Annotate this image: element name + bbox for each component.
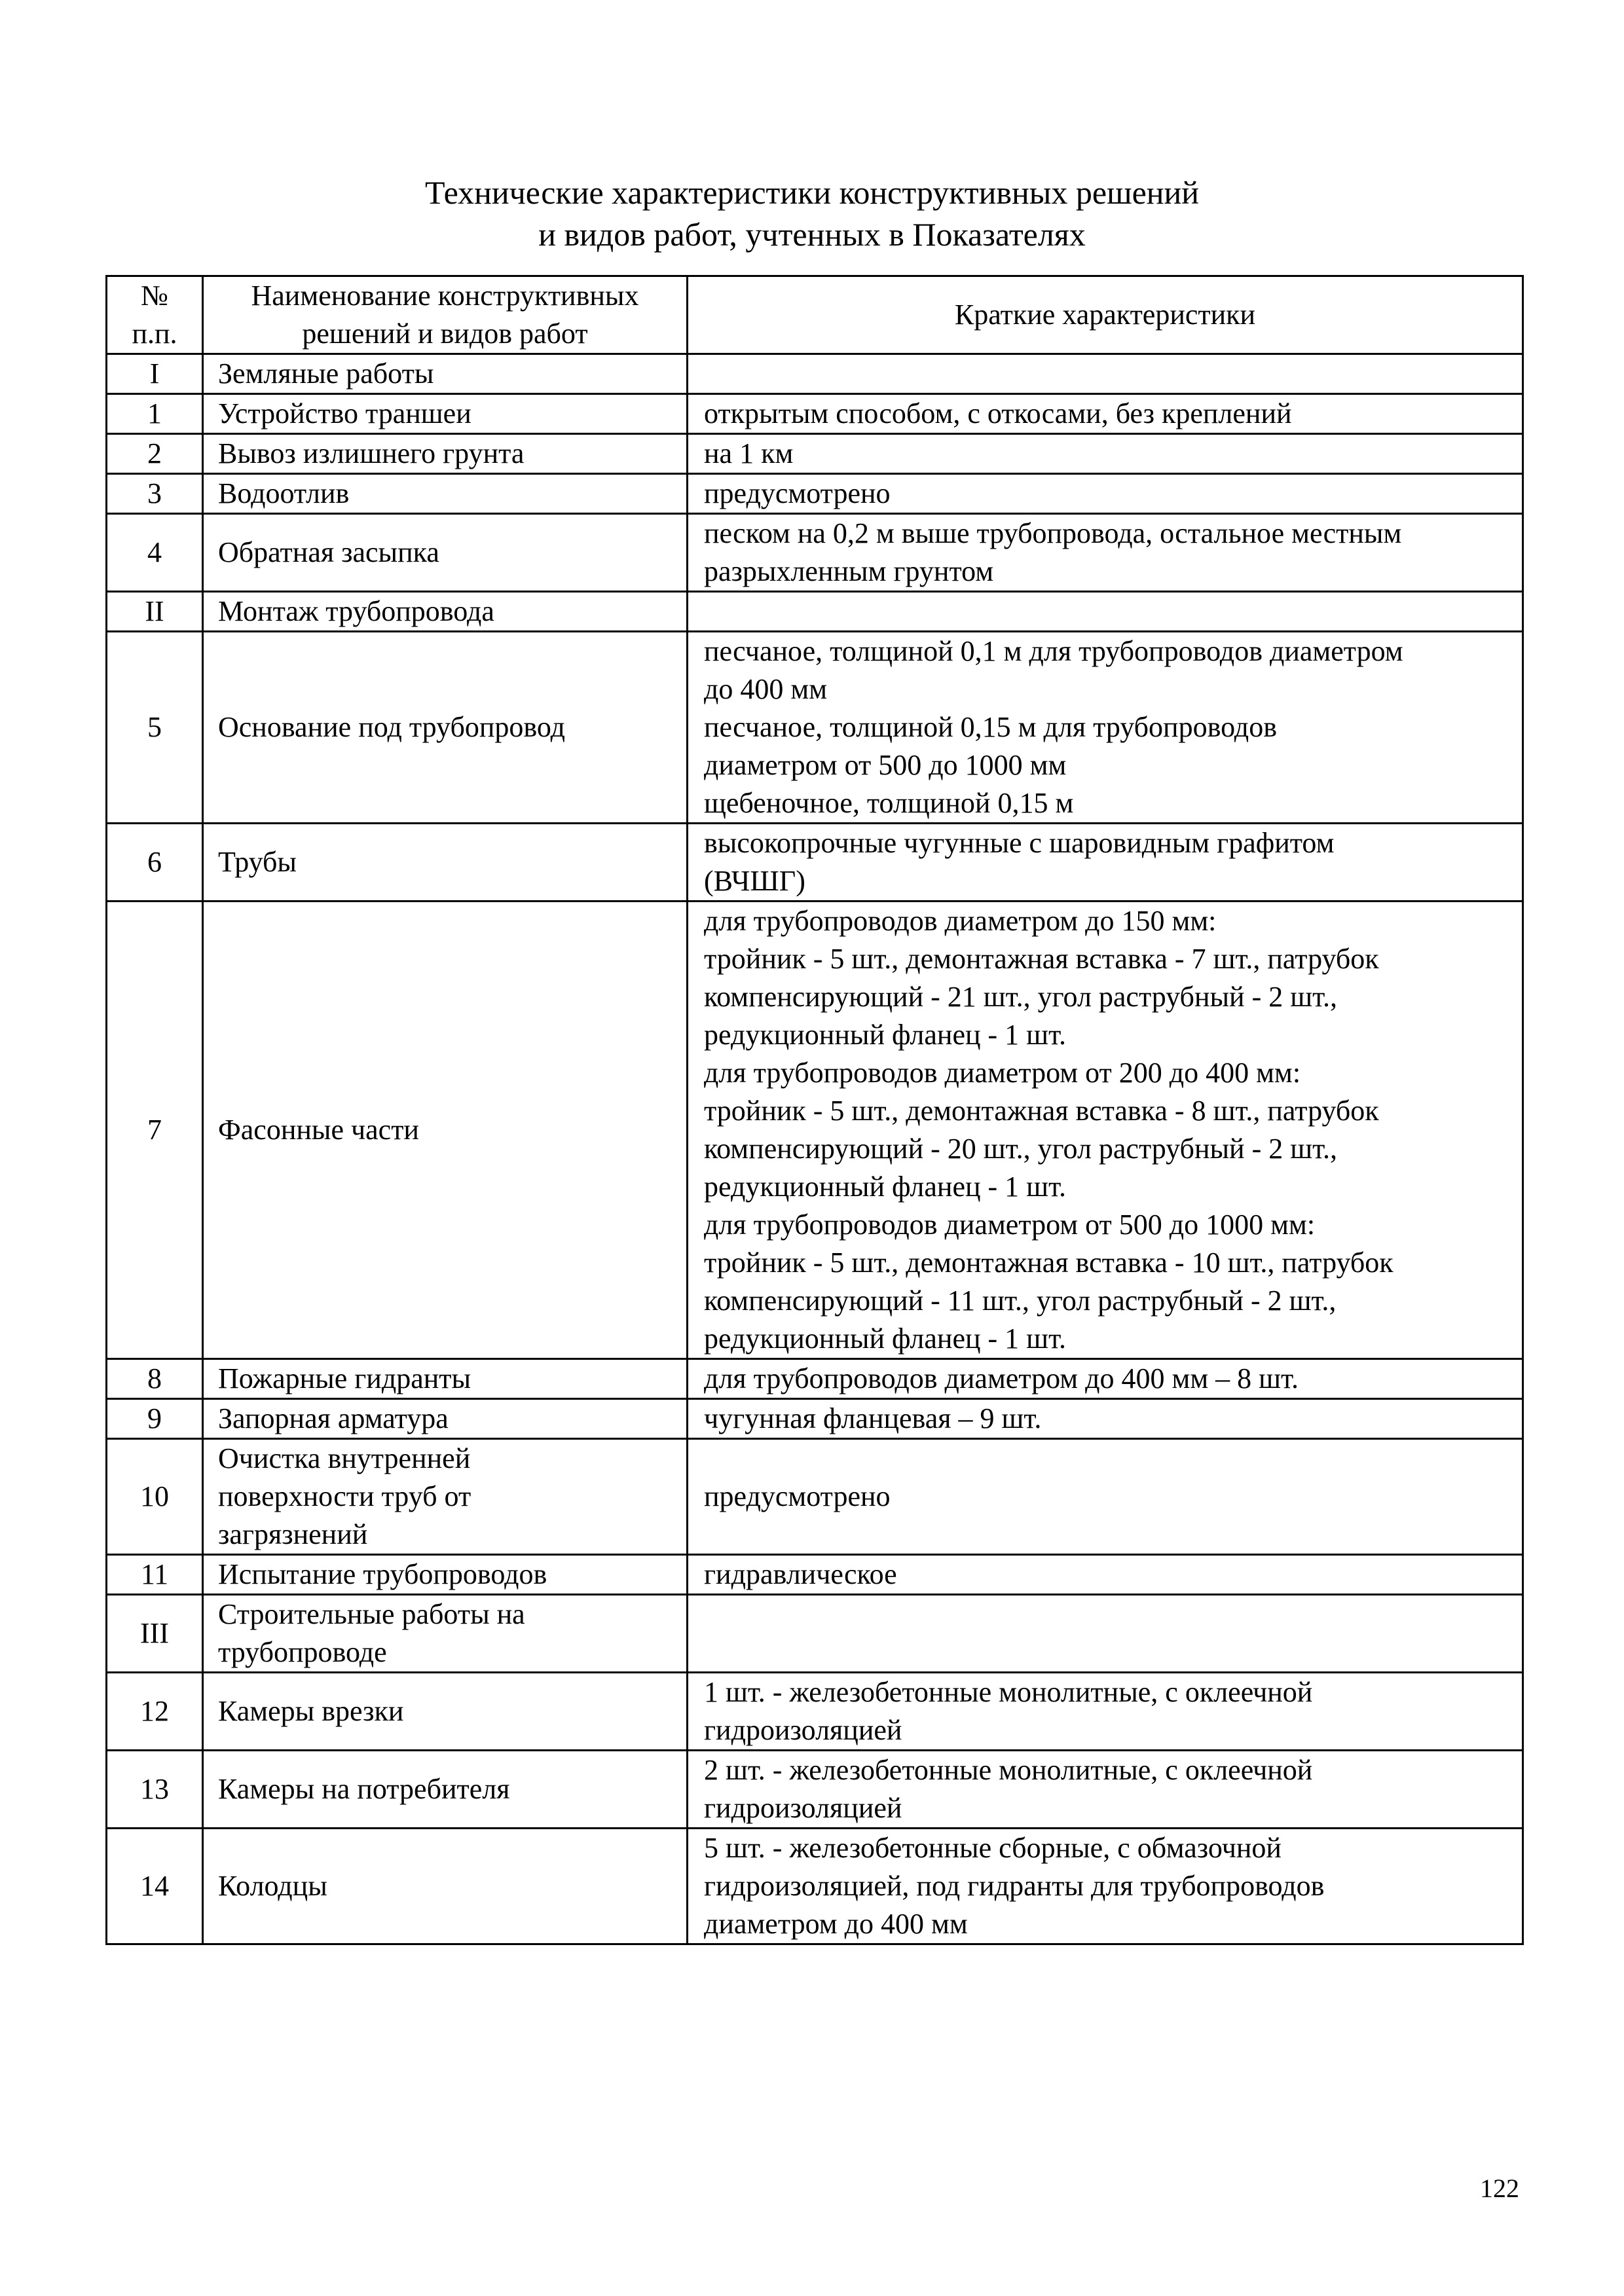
row-description [688,394,1523,434]
row-description-line: диаметром до 400 мм [704,1908,968,1940]
row-description-line: 1 шт. - железобетонные монолитные, с оклеечной [704,1676,1313,1708]
row-description-line: предусмотрено [704,477,891,509]
row-description-line: редукционный фланец - 1 шт. [704,1019,1066,1051]
row-name-line: Камеры врезки [218,1695,404,1727]
row-number: 6 [107,824,203,902]
title-line-1: Технические характеристики конструктивных решений [424,174,1200,211]
row-description [688,434,1523,474]
table-row [107,354,1523,394]
row-name [203,632,688,824]
row-description-line: редукционный фланец - 1 шт. [704,1171,1066,1203]
row-name-line: Земляные работы [218,357,434,390]
row-name-line: Монтаж трубопровода [218,595,494,627]
header-description: Краткие характеристики [688,276,1523,354]
row-description [688,1399,1523,1439]
row-name [203,592,688,632]
row-description [688,354,1523,394]
row-name-line: Камеры на потребителя [218,1773,510,1805]
table-row [107,474,1523,514]
header-number [107,276,203,354]
row-description-line: для трубопроводов диаметром до 150 мм: [704,905,1217,937]
row-description [688,902,1523,1359]
row-description [688,1829,1523,1944]
row-name-line: Колодцы [218,1870,327,1902]
header-number-line: № [141,280,168,312]
row-name [203,1751,688,1829]
row-number: 8 [107,1359,203,1399]
row-name-line: Обратная засыпка [218,536,439,568]
row-description-line: тройник - 5 шт., демонтажная вставка - 7 шт., патрубок [704,943,1379,975]
table-row [107,1595,1523,1673]
row-description [688,514,1523,592]
row-number: 14 [107,1829,203,1944]
row-name [203,514,688,592]
row-description-line: 5 шт. - железобетонные сборные, с обмазочной [704,1832,1282,1864]
row-name-line: Водоотлив [218,477,350,509]
row-number: 9 [107,1399,203,1439]
row-description-line: гидроизоляцией, под гидранты для трубопроводов [704,1870,1325,1902]
row-name-line: Фасонные части [218,1114,419,1146]
table-row [107,824,1523,902]
row-description [688,1555,1523,1595]
row-name-line: трубопроводе [218,1636,387,1668]
table-row [107,1673,1523,1751]
row-description-line: для трубопроводов диаметром от 500 до 1000 мм: [704,1209,1316,1241]
table-row [107,1751,1523,1829]
row-description-line: диаметром от 500 до 1000 мм [704,749,1067,781]
row-name-line: поверхности труб от [218,1480,471,1512]
header-name [203,276,688,354]
header-name-line: Наименование конструктивных [251,280,639,312]
row-description-line: гидроизоляцией [704,1714,902,1746]
row-name-line: Основание под трубопровод [218,711,565,743]
row-number: III [107,1595,203,1673]
header-number-line: п.п. [132,318,177,350]
row-number: 12 [107,1673,203,1751]
row-name [203,434,688,474]
row-name [203,474,688,514]
row-name [203,1399,688,1439]
row-number: 11 [107,1555,203,1595]
row-description-line: на 1 км [704,437,794,469]
table-row [107,394,1523,434]
row-description [688,824,1523,902]
row-description-line: разрыхленным грунтом [704,555,994,587]
row-name-line: Запорная арматура [218,1402,449,1434]
row-description-line: компенсирующий - 20 шт., угол раструбный - 2 шт., [704,1133,1338,1165]
table-row [107,1829,1523,1944]
header-name-line: решений и видов работ [302,318,588,350]
row-description [688,1751,1523,1829]
row-description-line: тройник - 5 шт., демонтажная вставка - 10 шт., патрубок [704,1247,1393,1279]
row-name-line: Пожарные гидранты [218,1362,471,1394]
row-description [688,1359,1523,1399]
row-description-line: предусмотрено [704,1480,891,1512]
row-description [688,1439,1523,1555]
row-number: 1 [107,394,203,434]
row-description-line: щебеночное, толщиной 0,15 м [704,787,1074,819]
row-description-line: для трубопроводов диаметром до 400 мм – 8 шт. [704,1362,1299,1394]
row-description-line: компенсирующий - 21 шт., угол раструбный - 2 шт., [704,981,1338,1013]
title-line-2: и видов работ, учтенных в Показателях [538,216,1086,253]
row-description-line: (ВЧШГ) [704,865,805,897]
row-name-line: Очистка внутренней [218,1442,471,1474]
row-name [203,1595,688,1673]
row-name [203,1829,688,1944]
row-name-line: Устройство траншеи [218,397,471,429]
row-number: 2 [107,434,203,474]
row-description-line: тройник - 5 шт., демонтажная вставка - 8 шт., патрубок [704,1095,1379,1127]
row-number: 7 [107,902,203,1359]
row-description-line: чугунная фланцевая – 9 шт. [704,1402,1042,1434]
row-description-line: компенсирующий - 11 шт., угол раструбный - 2 шт., [704,1285,1337,1317]
row-name [203,902,688,1359]
row-description-line: песком на 0,2 м выше трубопровода, остальное местным [704,517,1402,549]
row-name-line: Строительные работы на [218,1598,525,1630]
row-description-line: гидравлическое [704,1558,897,1590]
row-name [203,394,688,434]
row-name-line: загрязнений [218,1518,368,1550]
row-description [688,592,1523,632]
table-row [107,902,1523,1359]
table-header-row [107,276,1523,354]
table-row [107,632,1523,824]
row-description-line: открытым способом, с откосами, без креплений [704,397,1292,429]
row-description-line: гидроизоляцией [704,1792,902,1824]
row-description-line: песчаное, толщиной 0,15 м для трубопроводов [704,711,1277,743]
row-number: 3 [107,474,203,514]
row-name [203,354,688,394]
row-name [203,1673,688,1751]
specifications-table [105,275,1524,1945]
row-description [688,1595,1523,1673]
row-number: 13 [107,1751,203,1829]
row-description-line: песчаное, толщиной 0,1 м для трубопроводов диаметром [704,635,1403,667]
row-description [688,474,1523,514]
row-number: I [107,354,203,394]
table-body [107,354,1523,1944]
row-name [203,1439,688,1555]
row-description-line: редукционный фланец - 1 шт. [704,1322,1066,1355]
row-name [203,824,688,902]
row-name-line: Вывоз излишнего грунта [218,437,525,469]
row-name [203,1359,688,1399]
table-row [107,1399,1523,1439]
table-row [107,592,1523,632]
row-number: 10 [107,1439,203,1555]
row-description-line: до 400 мм [704,673,828,705]
table-row [107,1439,1523,1555]
row-number: II [107,592,203,632]
document-title [105,172,1519,255]
page-number: 122 [1480,2174,1519,2203]
row-description-line: для трубопроводов диаметром от 200 до 400 мм: [704,1057,1301,1089]
row-description [688,632,1523,824]
row-description-line: высокопрочные чугунные с шаровидным графитом [704,827,1335,859]
table-row [107,1555,1523,1595]
row-name-line: Испытание трубопроводов [218,1558,547,1590]
table-row [107,1359,1523,1399]
row-number: 4 [107,514,203,592]
row-number: 5 [107,632,203,824]
row-description [688,1673,1523,1751]
row-name [203,1555,688,1595]
table-row [107,434,1523,474]
table-row [107,514,1523,592]
row-description-line: 2 шт. - железобетонные монолитные, с оклеечной [704,1754,1313,1786]
row-name-line: Трубы [218,846,297,878]
